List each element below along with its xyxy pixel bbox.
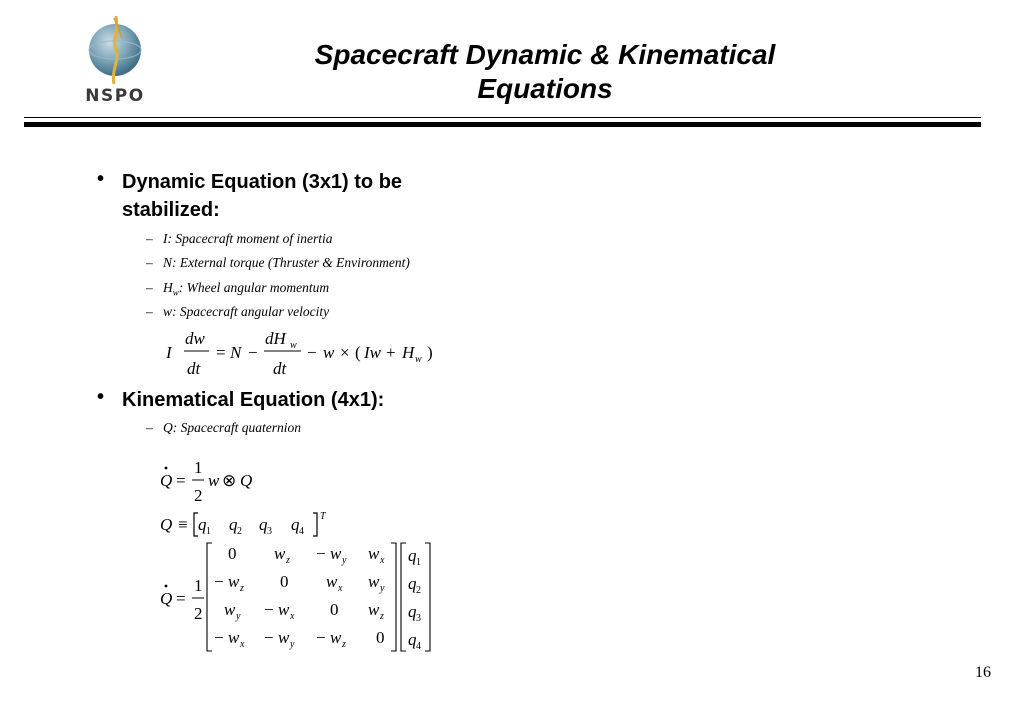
list-item-text: w: Spacecraft angular velocity — [163, 304, 330, 319]
svg-text:w: w — [330, 544, 342, 563]
list-item-symbol: H — [163, 280, 173, 295]
list-item-text: : Wheel angular momentum — [178, 280, 330, 295]
svg-text:w: w — [330, 628, 342, 647]
svg-text:z: z — [380, 611, 384, 622]
logo-text: NSPO — [85, 86, 145, 106]
svg-text:2: 2 — [237, 526, 242, 537]
list-item — [146, 420, 301, 436]
svg-text:2: 2 — [416, 585, 421, 596]
svg-text:=: = — [176, 589, 186, 608]
svg-text:): ) — [427, 343, 433, 362]
svg-text:0: 0 — [376, 628, 385, 647]
svg-text:w: w — [224, 600, 236, 619]
svg-text:×: × — [340, 343, 350, 362]
svg-text:q: q — [291, 515, 300, 534]
quaternion-definition-formula — [156, 508, 356, 540]
svg-text:y: y — [342, 555, 347, 566]
svg-text:−: − — [264, 600, 274, 619]
bullet-icon: • — [97, 386, 105, 408]
header-divider-thick — [24, 122, 981, 127]
svg-text:x: x — [240, 639, 245, 650]
page-number: 16 — [975, 664, 991, 681]
svg-text:4: 4 — [299, 526, 304, 537]
svg-text:3: 3 — [416, 613, 421, 624]
svg-text:x: x — [380, 555, 385, 566]
svg-text:dw: dw — [185, 329, 205, 348]
svg-text:1: 1 — [206, 526, 211, 537]
svg-text:−: − — [316, 544, 326, 563]
svg-text:q: q — [259, 515, 268, 534]
list-item-text: I: Spacecraft moment of inertia — [163, 231, 333, 246]
svg-text:w: w — [323, 343, 335, 362]
svg-text:1: 1 — [416, 557, 421, 568]
svg-text:−: − — [307, 343, 317, 362]
svg-text:y: y — [290, 639, 295, 650]
svg-text:w: w — [278, 600, 290, 619]
svg-text:dt: dt — [273, 359, 287, 378]
svg-text:−: − — [248, 343, 258, 362]
list-item — [146, 304, 329, 320]
svg-text:w: w — [228, 572, 240, 591]
svg-text:z: z — [240, 583, 244, 594]
svg-text:≡: ≡ — [178, 515, 188, 534]
svg-text:z: z — [286, 555, 290, 566]
svg-text:y: y — [236, 611, 241, 622]
nspo-logo — [56, 12, 174, 120]
quaternion-kinematics-formula — [156, 455, 276, 510]
svg-text:−: − — [214, 628, 224, 647]
dash-marker: – — [146, 255, 153, 270]
slide-title — [180, 38, 910, 106]
svg-text:q: q — [408, 546, 417, 565]
list-item — [146, 280, 329, 301]
svg-text:Q: Q — [160, 589, 173, 608]
svg-text:3: 3 — [267, 526, 272, 537]
svg-text:0: 0 — [228, 544, 237, 563]
svg-text:I: I — [166, 343, 172, 362]
title-line-1: Spacecraft Dynamic & Kinematical — [314, 39, 776, 70]
svg-text:y: y — [380, 583, 385, 594]
svg-text:dH: dH — [265, 329, 286, 348]
quaternion-matrix-formula — [156, 540, 446, 655]
list-item-subscript: w — [172, 287, 179, 298]
globe-logo-icon — [56, 12, 174, 86]
svg-text:x: x — [338, 583, 343, 594]
svg-text:w: w — [415, 354, 422, 365]
list-item-text: N: External torque (Thruster & Environment) — [163, 255, 410, 270]
svg-text:T: T — [320, 511, 326, 522]
svg-text:4: 4 — [416, 641, 421, 652]
svg-text:q: q — [408, 574, 417, 593]
svg-text:w: w — [278, 628, 290, 647]
svg-text:2: 2 — [194, 604, 203, 623]
svg-text:q: q — [229, 515, 238, 534]
svg-text:w: w — [208, 471, 220, 490]
dynamic-equation-heading: Dynamic Equation (3x1) to be stabilized: — [122, 171, 403, 221]
svg-text:=: = — [216, 343, 226, 362]
kinematical-equation-heading: Kinematical Equation (4x1): — [122, 389, 385, 411]
svg-text:Q: Q — [160, 515, 173, 534]
svg-text:dt: dt — [187, 359, 201, 378]
svg-text:w: w — [326, 572, 338, 591]
svg-text:⊗: ⊗ — [222, 471, 237, 490]
title-line-2: Equations — [477, 73, 613, 104]
svg-text:Q: Q — [240, 471, 253, 490]
svg-text:1: 1 — [194, 576, 203, 595]
svg-text:x: x — [290, 611, 295, 622]
list-item — [146, 255, 410, 271]
svg-text:w: w — [368, 600, 380, 619]
svg-text:w: w — [368, 544, 380, 563]
svg-text:w: w — [274, 544, 286, 563]
dynamic-equation-formula — [160, 322, 460, 382]
bullet-icon: • — [97, 168, 105, 190]
dash-marker: – — [146, 231, 153, 246]
svg-text:1: 1 — [194, 458, 203, 477]
list-item — [146, 231, 332, 247]
svg-text:−: − — [316, 628, 326, 647]
svg-text:+: + — [386, 343, 396, 362]
svg-text:−: − — [264, 628, 274, 647]
svg-text:N: N — [230, 343, 242, 362]
svg-text:q: q — [198, 515, 207, 534]
dash-marker: – — [146, 420, 153, 435]
svg-text:w: w — [290, 340, 297, 351]
svg-text:z: z — [342, 639, 346, 650]
dash-marker: – — [146, 304, 153, 319]
svg-text:w: w — [228, 628, 240, 647]
svg-text:−: − — [214, 572, 224, 591]
svg-text:(: ( — [355, 343, 361, 362]
svg-text:Iw: Iw — [364, 343, 381, 362]
svg-text:Q: Q — [160, 471, 173, 490]
svg-text:0: 0 — [330, 600, 339, 619]
header-divider-thin — [24, 117, 981, 118]
svg-text:0: 0 — [280, 572, 289, 591]
svg-text:q: q — [408, 630, 417, 649]
list-item-text: Q: Spacecraft quaternion — [163, 420, 301, 435]
svg-text:w: w — [368, 572, 380, 591]
dash-marker: – — [146, 280, 153, 295]
svg-text:2: 2 — [194, 486, 203, 505]
svg-text:H: H — [402, 343, 415, 362]
svg-text:q: q — [408, 602, 417, 621]
svg-text:=: = — [176, 471, 186, 490]
